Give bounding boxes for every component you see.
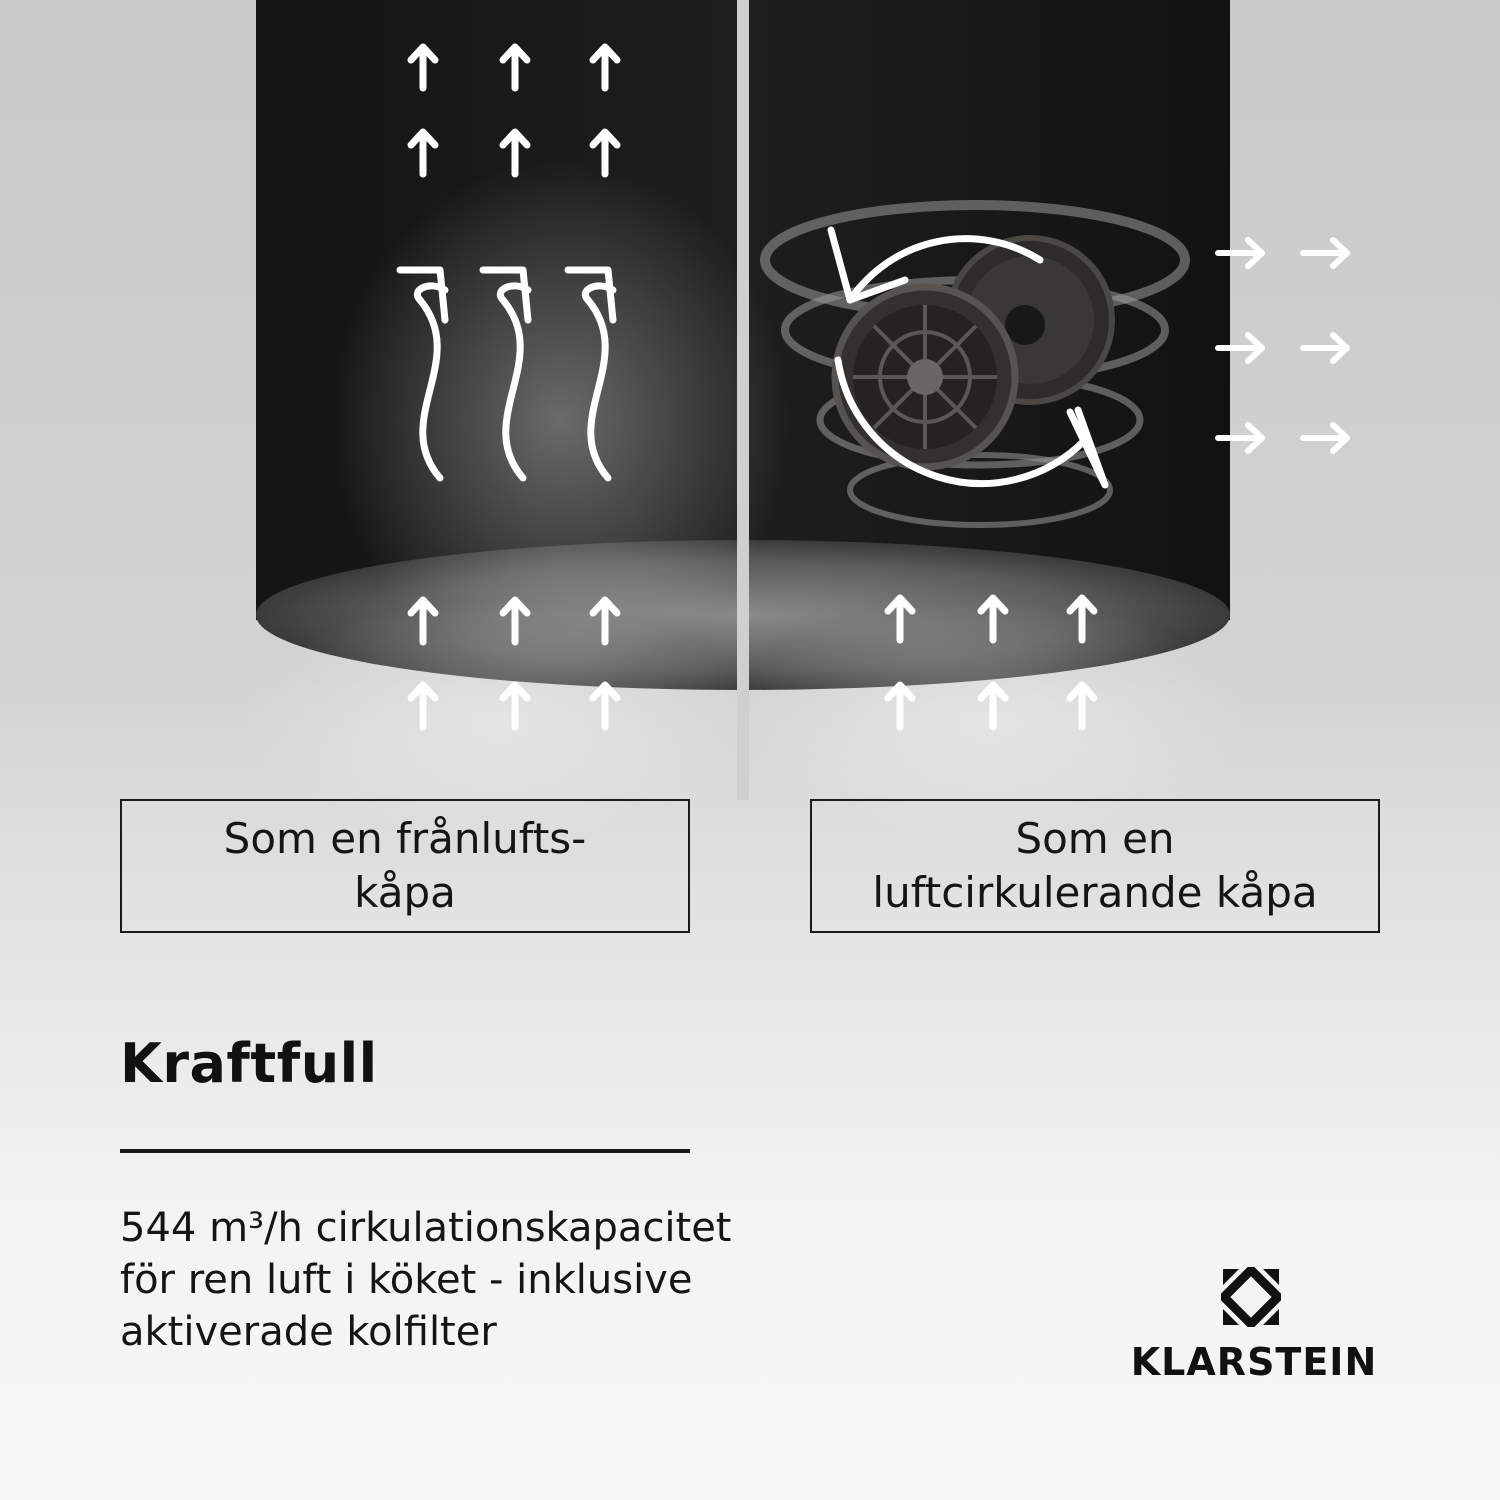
feature-heading: Kraftfull <box>120 1032 378 1095</box>
heading-divider <box>120 1149 690 1153</box>
exhaust-mode-caption-line1: Som en frånlufts- <box>223 814 587 863</box>
recirculation-mode-caption <box>810 799 1380 933</box>
carbon-filter-front <box>835 287 1015 467</box>
mode-divider <box>737 0 749 800</box>
feature-description <box>120 1202 731 1358</box>
feature-description-line2: för ren luft i köket - inklusive <box>120 1257 693 1303</box>
recirculation-mode-caption-line1: Som en <box>1015 814 1175 863</box>
clean-air-outflow-arrows <box>1218 240 1347 451</box>
feature-description-line3: aktiverade kolfilter <box>120 1309 497 1355</box>
brand-name: KLARSTEIN <box>1130 1340 1378 1384</box>
exhaust-mode-caption <box>120 799 690 933</box>
feature-description-line1: 544 m³/h cirkulationskapacitet <box>120 1205 732 1251</box>
recirculation-mode-caption-line2: luftcirkulerande kåpa <box>872 868 1318 917</box>
klarstein-diamond-logo-icon <box>1221 1267 1281 1327</box>
exhaust-mode-caption-line2: kåpa <box>354 868 456 917</box>
